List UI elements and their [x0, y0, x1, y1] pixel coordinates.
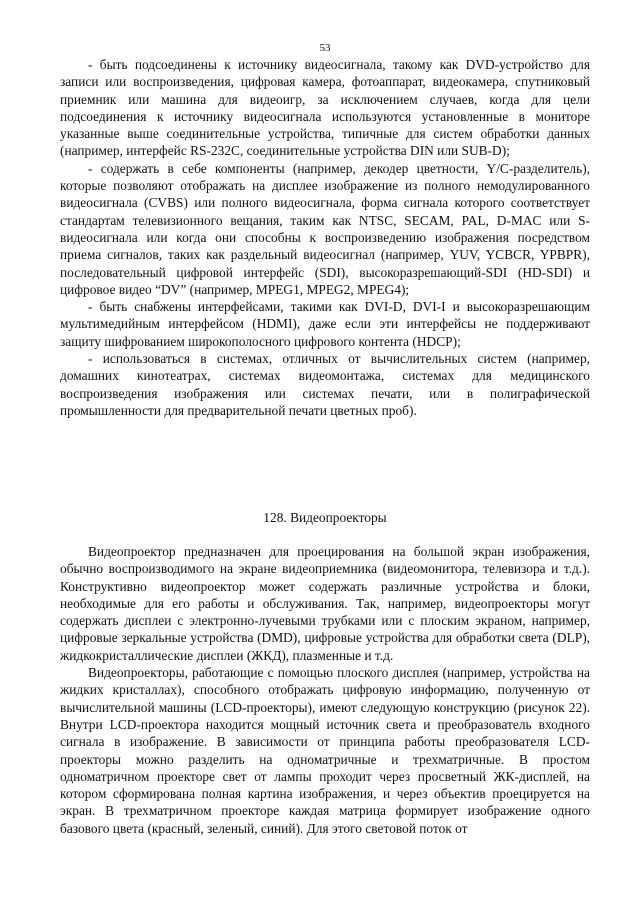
- section-heading: 128. Видеопроекторы: [263, 510, 387, 525]
- page-number: 53: [319, 42, 331, 54]
- list-item: - быть подсоединены к источнику видеосигнала, такому как DVD-устройство для записи или воспроизведения, цифровая камера, фотоаппарат, видеокамера, спутниковый приемник или машина для видеоигр, за исключением случаев, когда для цели подсоединения к источнику видеосигнала используются установленные в мониторе указанные выше соединительные устройства, типичные для систем обработки данных (например, интерфейс RS-232C, соединительные устройства DIN или SUB-D);: [60, 57, 590, 159]
- list-item: - содержать в себе компоненты (например, декодер цветности, Y/C-разделитель), которые позволяют отображать на дисплее изображение из полного немодулированного видеосигнала (CVBS) или полного видеосигнала, форма сигнала которого соответствует стандартам телевизионного вещания, таким как NTSC, SECAM, PAL, D-MAC или S-видеосигнала или когда они способны к воспроизведению изображения посредством приема сигналов, таких как раздельный видеосигнал (например, YUV, YCBCR, YPBPR), последовательный цифровой интерфейс (SDI), высокоразрешающий-SDI (HD-SDI) и цифровое видео “DV” (например, MPEG1, MPEG2, MPEG4);: [60, 160, 590, 297]
- section-body: [60, 543, 590, 837]
- list-item: - быть снабжены интерфейсами, такими как DVI-D, DVI-I и высокоразрешающим мультимедийным интерфейсом (HDMI), даже если эти интерфейсы не поддерживают защиту шифрованием широкополосного цифрового контента (HDCP);: [60, 299, 590, 349]
- requirements-list: [60, 56, 590, 419]
- body-paragraph: Видеопроекторы, работающие с помощью плоского дисплея (например, устройства на жидких кристаллах), способного отображать цифровую информацию, полученную от вычислительной машины (LCD-проекторы), имеют следующую конструкцию (рисунок 22). Внутри LCD-проектора находится мощный источник света и преобразователь входного сигнала в изображение. В зависимости от принципа работы преобразователя LCD-проекторы можно разделить на одноматричные и трехматричные. В простом одноматричном проекторе свет от лампы проходит через просветный ЖК-дисплей, на котором сформирована полная картина изображения, и через объектив проецируется на экран. В трехматричном проекторе каждая матрица формирует изображение одного базового цвета (красный, зеленый, синий). Для этого световой поток от: [60, 665, 590, 836]
- list-item: - использоваться в системах, отличных от вычислительных систем (например, домашних кинотеатрах, системах видеомонтажа, системах для медицинского воспроизведения изображения или системах печати, или в полиграфической промышленности для предварительной печати цветных проб).: [60, 351, 590, 418]
- body-paragraph: Видеопроектор предназначен для проецирования на большой экран изображения, обычно воспроизводимого на экране видеоприемника (видеомонитора, телевизора и т.д.). Конструктивно видеопроектор может содержать различные устройства и блоки, необходимые для его работы и обслуживания. Так, например, видеопроекторы могут содержать дисплеи с электронно-лучевыми трубками или с плоским экраном, например, цифровые зеркальные устройства (DMD), цифровые устройства для обработки света (DLP), жидкокристаллические дисплеи (ЖКД), плазменные и т.д.: [60, 544, 590, 663]
